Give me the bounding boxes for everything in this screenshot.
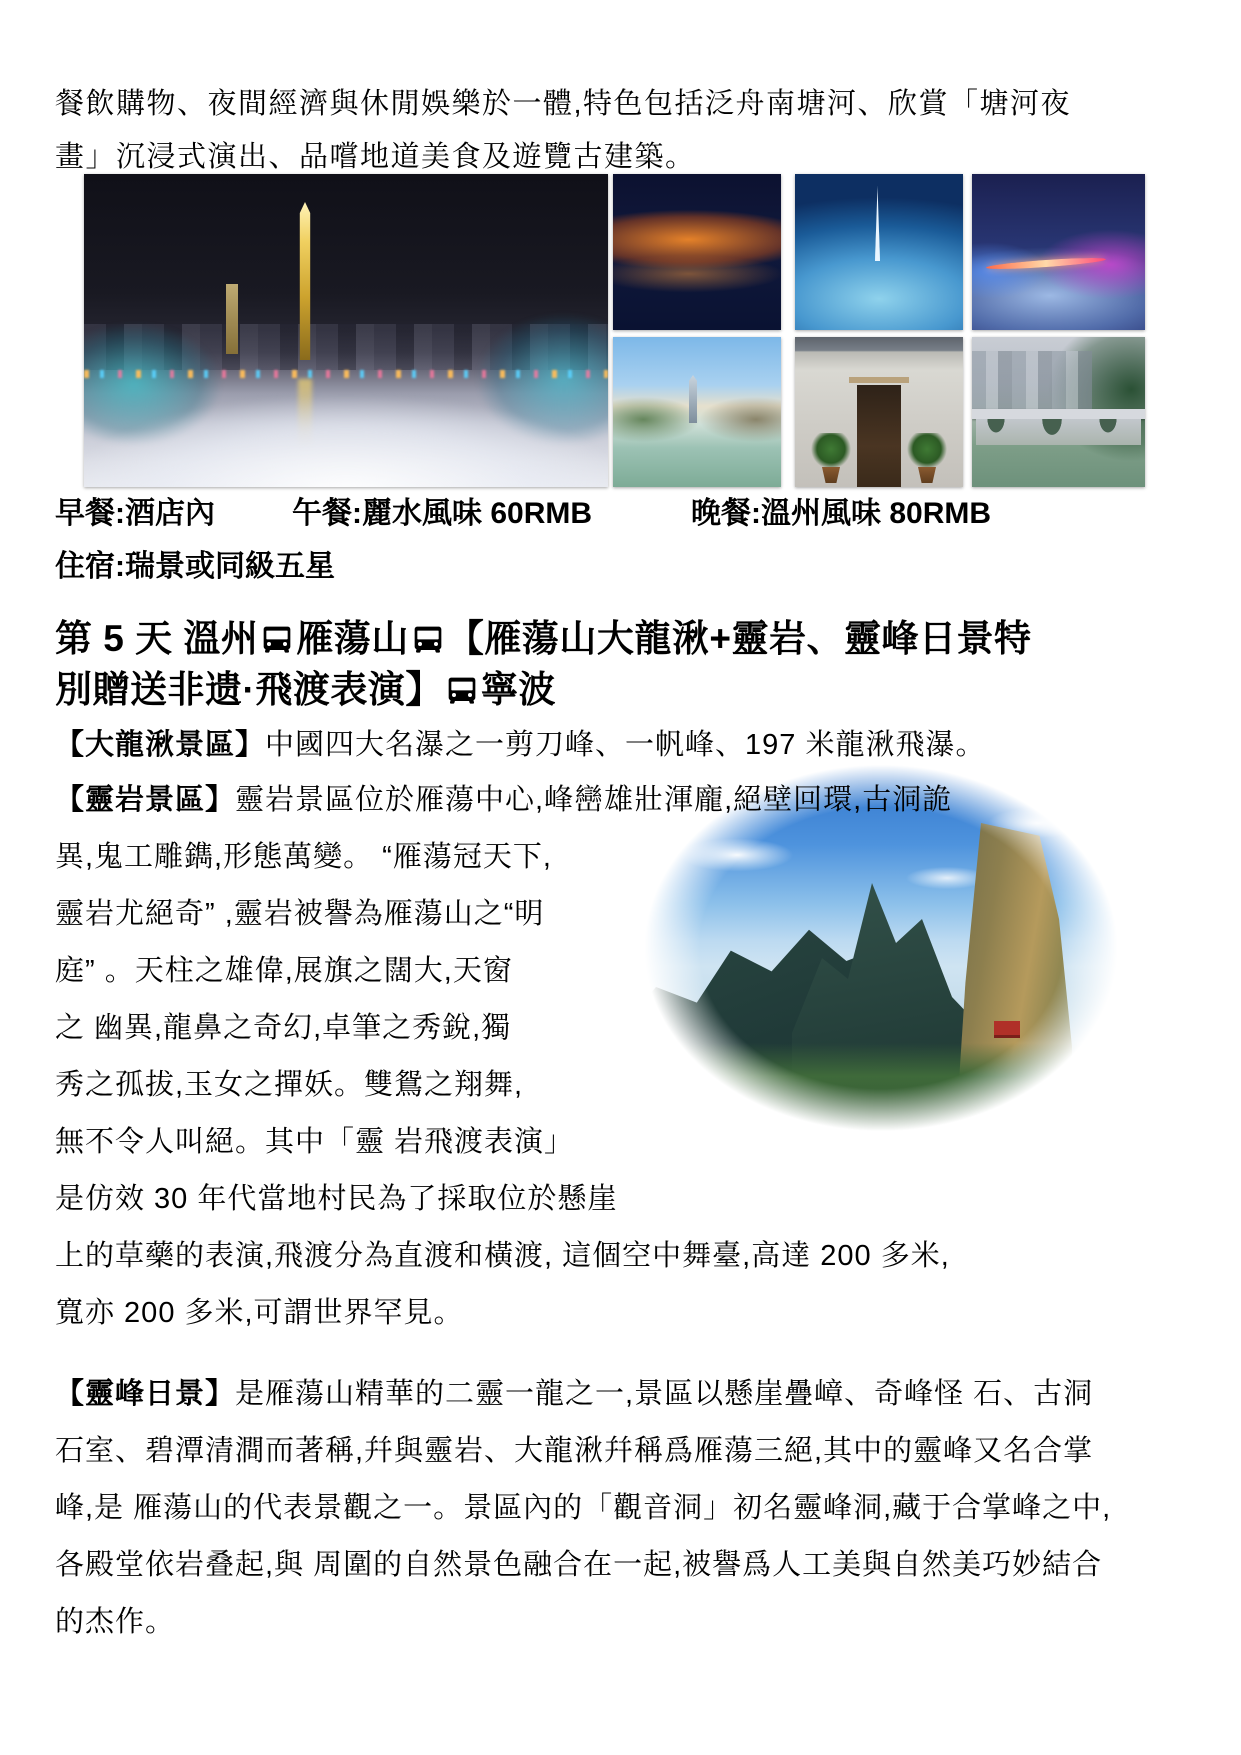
lingyan-line (55, 772, 1140, 829)
dalongqiu-text: 中國四大名瀑之一剪刀峰、一帆峰、197 米龍湫飛瀑。 (265, 729, 986, 761)
photo-blue-night-river (795, 174, 963, 330)
bridge-arches-shape (976, 419, 1141, 445)
lingfeng-text: 是雁蕩山精華的二靈一龍之一,景區以懸崖疊嶂、奇峰怪 石、古洞石室、碧潭清澗而著稱,幷與靈岩、大龍湫幷稱爲雁蕩三絕,其中的靈峰又名合掌峰,是 雁蕩山的代表景觀之一。景區內的「觀音洞」初名靈峰洞,藏于合掌峰之中,各殿堂依岩叠起,與 周圍的自然景色融合在一起,被譽爲人工美與自然美巧妙結合的杰作。 (55, 1378, 1112, 1638)
heading-segment-ningbo: 寧波 (480, 669, 556, 710)
lingyan-line: 靈岩尤絕奇” ,靈岩被譽為雁蕩山之“明 (55, 898, 545, 930)
breakfast-info: 早餐:酒店內 (55, 497, 215, 530)
lingyan-line: 無不令人叫絕。其中「靈 岩飛渡表演」 (55, 1126, 575, 1158)
lingyan-label: 【靈岩景區】 (55, 784, 236, 816)
lunch-info: 午餐:麗水風味 60RMB (292, 497, 593, 530)
photo-night-bridge-lights (972, 174, 1145, 330)
plant-pot-left-shape (822, 467, 840, 483)
photo-old-gatehouse (795, 337, 963, 487)
bridge-deck-shape (972, 409, 1145, 419)
dinner-info: 晚餐:溫州風味 80RMB (691, 497, 992, 530)
light-trail-shape (986, 256, 1106, 271)
lingyan-line-text: 靈岩景區位於雁蕩中心,峰巒雄壯渾龐,絕壁回環,古洞詭 (235, 784, 953, 816)
lingyan-line: 庭” 。天柱之雄偉,展旗之闊大,天窗 (55, 955, 513, 987)
heading-segment-highlights: 【雁蕩山大龍湫+靈岩、靈峰日景特別贈送非遗·飛渡表演】 (55, 618, 1032, 710)
lingfeng-paragraph (55, 1366, 1117, 1651)
heading-segment-yandang: 雁蕩山 (296, 618, 409, 659)
photo-day-canal (613, 337, 781, 487)
lingyan-line: 異,鬼工雕鐫,形態萬變。 “雁蕩冠天下, (55, 841, 552, 873)
plant-pot-right-shape (918, 467, 936, 483)
doorway-shape (857, 385, 901, 487)
light-beam-shape (875, 186, 880, 261)
bus-icon (261, 624, 293, 656)
dalongqiu-label: 【大龍湫景區】 (55, 729, 266, 761)
heading-segment-origin: 第 5 天 溫州 (55, 618, 259, 659)
meal-info-row (55, 488, 1165, 528)
bus-icon (446, 675, 478, 707)
bus-icon (412, 624, 444, 656)
lingyan-paragraph (55, 772, 1140, 1342)
small-tower-shape (226, 284, 238, 354)
photo-night-river-golden-tower (84, 174, 608, 487)
photo-stone-arch-bridge (972, 337, 1145, 487)
lingyan-line: 上的草藥的表演,飛渡分為直渡和橫渡, 這個空中舞臺,高達 200 多米, (55, 1240, 950, 1272)
lingyan-line: 寬亦 200 多米,可謂世界罕見。 (55, 1297, 464, 1329)
lingfeng-label: 【靈峰日景】 (55, 1378, 236, 1410)
door-lintel-shape (849, 377, 909, 383)
city-buildings-shape (972, 351, 1092, 409)
lingyan-line: 是仿效 30 年代當地村民為了採取位於懸崖 (55, 1183, 618, 1215)
distant-skyscraper-shape (689, 375, 697, 423)
lingyan-line: 之 幽異,龍鼻之奇幻,卓筆之秀銳,獨 (55, 1012, 512, 1044)
lingyan-line: 秀之孤拔,玉女之撣妖。雙鴛之翔舞, (55, 1069, 524, 1101)
hotel-info: 住宿:瑞景或同級五星 (55, 550, 335, 583)
intro-paragraph: 餐飲購物、夜間經濟與休閒娛樂於一體,特色包括泛舟南塘河、欣賞「塘河夜畫」沉浸式演出、品嚐地道美食及遊覽古建築。 (55, 88, 1072, 173)
day5-heading (55, 613, 1060, 715)
photo-night-boats (613, 174, 781, 330)
river-fog-shape (84, 364, 608, 487)
